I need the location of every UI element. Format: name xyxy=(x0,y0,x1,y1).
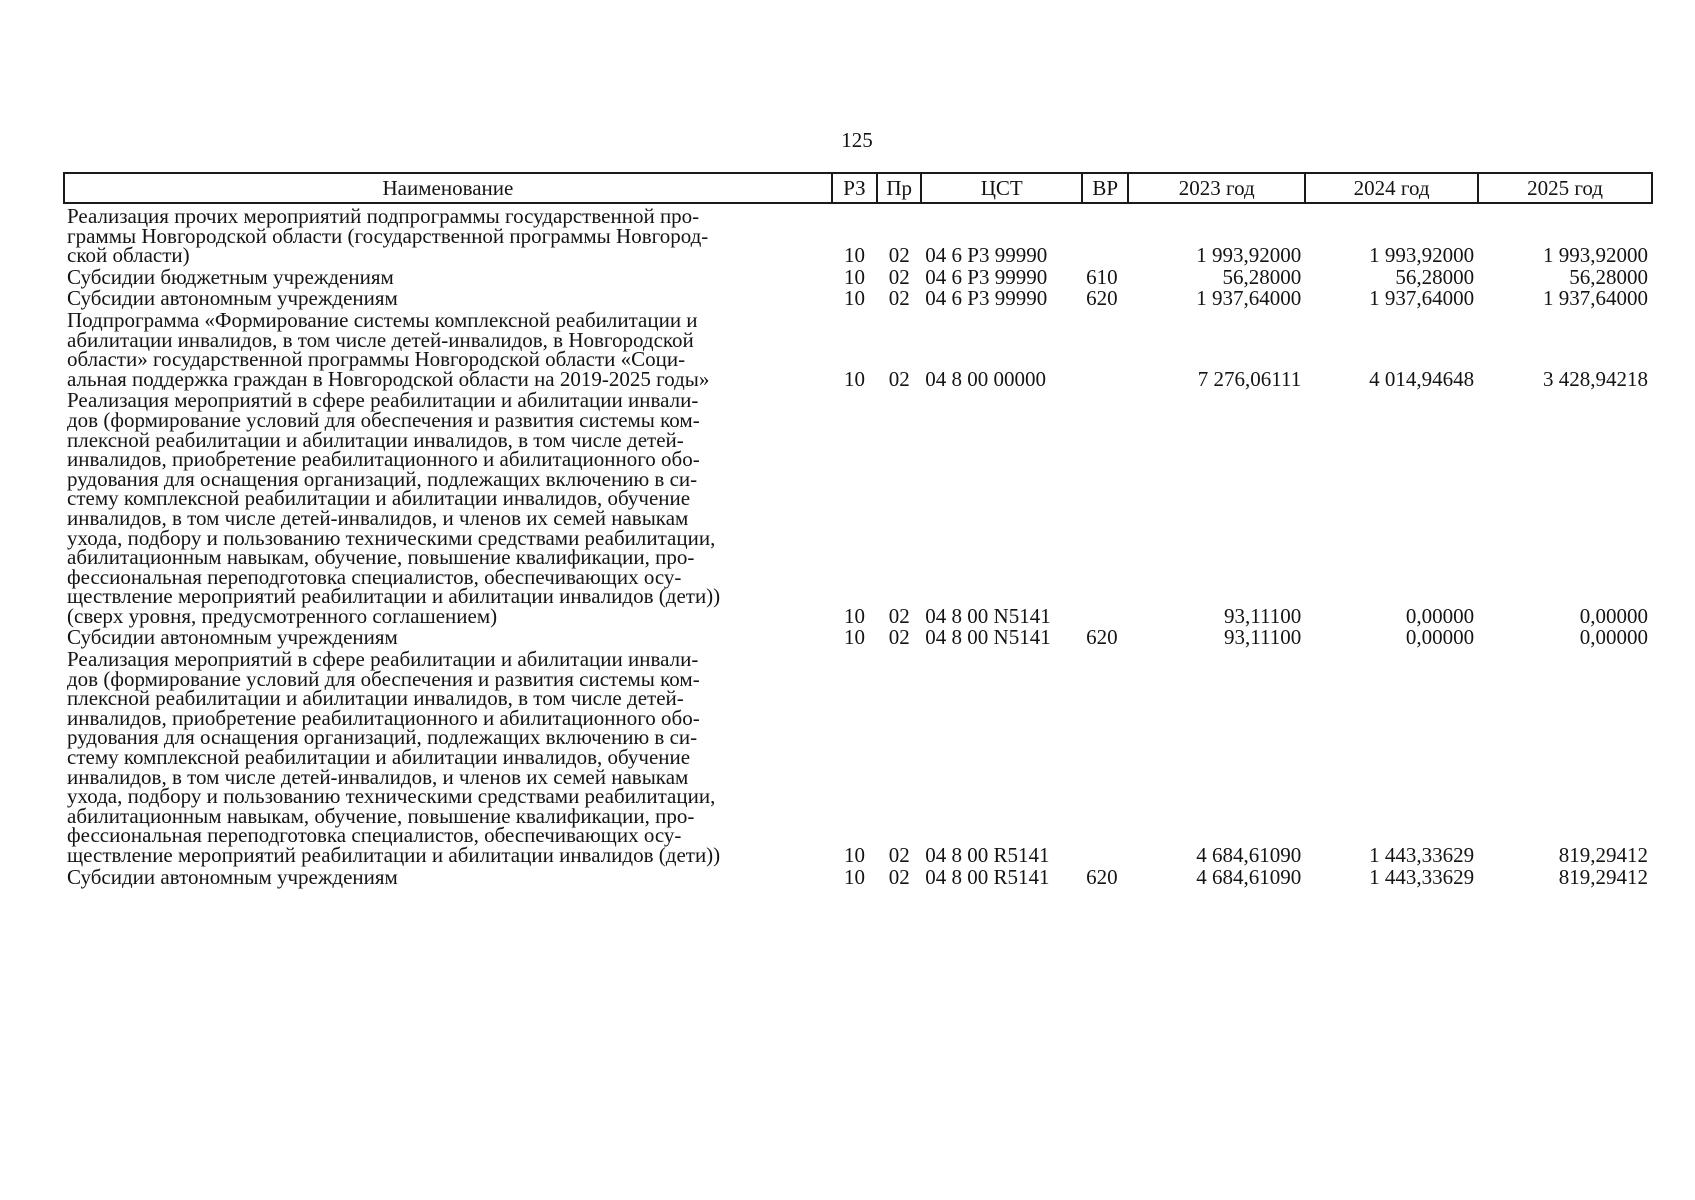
cell-vr: 610 xyxy=(1086,264,1118,289)
cell-cst: 04 8 00 R5141 xyxy=(925,843,1050,867)
cell-2023: 93,11100 xyxy=(1224,625,1302,650)
cell-rz: 10 xyxy=(843,603,865,628)
cell-2024: 4 014,94648 xyxy=(1369,366,1475,391)
name-line: Субсидии автономным учреждениям xyxy=(67,864,398,889)
cell-name xyxy=(64,866,832,888)
cell-2024: 1 443,33629 xyxy=(1369,843,1475,867)
table-row xyxy=(64,389,1652,626)
table-row xyxy=(64,287,1652,309)
cell-rz: 10 xyxy=(843,243,865,268)
cell-2023: 7 276,06111 xyxy=(1197,366,1302,391)
cell-vr xyxy=(1082,203,1128,266)
cell-rz: 10 xyxy=(843,286,865,311)
name-line: абилитационным навыкам, обучение, повышение квалификации, про- xyxy=(67,545,695,570)
name-line: инвалидов, в том числе детей-инвалидов, и членов их семей навыкам xyxy=(67,505,689,530)
name-line: инвалидов, приобретение реабилитационного и абилитационного обо- xyxy=(67,705,700,730)
name-line: фессиональная переподготовка специалистов, обеспечивающих осу- xyxy=(67,564,682,589)
table-row xyxy=(64,866,1652,888)
page-number: 125 xyxy=(841,128,873,152)
name-line: рудования для оснащения организаций, подлежащих включению в си- xyxy=(67,466,698,491)
cell-cst: 04 8 00 00000 xyxy=(925,366,1047,391)
cell-2023: 93,11100 xyxy=(1224,603,1302,628)
cell-2025: 56,28000 xyxy=(1569,264,1648,289)
name-line: области» государственной программы Новгородской области «Соци- xyxy=(67,347,686,372)
name-line: ухода, подбору и пользованию техническими средствами реабилитации, xyxy=(67,784,716,809)
name-line: плексной реабилитации и абилитации инвалидов, в том числе детей- xyxy=(67,686,684,711)
cell-pr: 02 xyxy=(888,864,910,889)
cell-cst: 04 8 00 N5141 xyxy=(925,625,1051,650)
cell-2024: 56,28000 xyxy=(1395,264,1475,289)
cell-pr: 02 xyxy=(888,625,910,650)
cell-2024: 1 937,64000 xyxy=(1369,286,1475,311)
cell-name xyxy=(64,626,832,648)
cell-2023: 4 684,61090 xyxy=(1196,864,1302,889)
name-line: альная поддержка граждан в Новгородской области на 2019-2025 годы» xyxy=(67,366,710,391)
cell-rz: 10 xyxy=(843,843,865,867)
header-name: Наименование xyxy=(64,173,832,203)
header-2025: 2025 год xyxy=(1478,173,1652,203)
name-line: дов (формирование условий для обеспечения и развития системы ком- xyxy=(67,407,700,432)
name-line: инвалидов, приобретение реабилитационного и абилитационного обо- xyxy=(67,447,700,472)
cell-cst: 04 8 00 R5141 xyxy=(925,864,1050,889)
table-row xyxy=(64,203,1652,266)
cell-cst: 04 8 00 N5141 xyxy=(925,603,1051,628)
name-line: дов (формирование условий для обеспечения и развития системы ком- xyxy=(67,666,700,691)
cell-vr xyxy=(1082,309,1128,389)
cell-2025: 819,29412 xyxy=(1558,864,1648,889)
cell-rz: 10 xyxy=(843,864,865,889)
name-line: Реализация мероприятий в сфере реабилитации и абилитации инвали- xyxy=(67,388,699,413)
name-line: Реализация мероприятий в сфере реабилитации и абилитации инвали- xyxy=(67,647,699,672)
name-line: Субсидии бюджетным учреждениям xyxy=(67,264,394,289)
cell-vr: 620 xyxy=(1086,864,1118,889)
cell-cst: 04 6 Р3 99990 xyxy=(925,243,1048,268)
cell-2024: 1 993,92000 xyxy=(1369,243,1475,268)
cell-2023: 4 684,61090 xyxy=(1196,843,1302,867)
table-header xyxy=(64,173,1652,203)
cell-2023: 1 937,64000 xyxy=(1196,286,1302,311)
cell-vr: 620 xyxy=(1086,625,1118,650)
table-row xyxy=(64,309,1652,389)
name-line: стему комплексной реабилитации и абилитации инвалидов, обучение xyxy=(67,486,691,511)
table-row xyxy=(64,626,1652,648)
cell-rz: 10 xyxy=(843,264,865,289)
cell-pr: 02 xyxy=(888,366,910,391)
name-line: фессиональная переподготовка специалистов, обеспечивающих осу- xyxy=(67,823,682,848)
header-2023: 2023 год xyxy=(1128,173,1305,203)
cell-2024: 1 443,33629 xyxy=(1369,864,1475,889)
header-rz: РЗ xyxy=(832,173,877,203)
name-line: плексной реабилитации и абилитации инвалидов, в том числе детей- xyxy=(67,427,684,452)
name-line: стему комплексной реабилитации и абилитации инвалидов, обучение xyxy=(67,745,691,770)
cell-2025: 1 993,92000 xyxy=(1543,243,1648,268)
cell-name xyxy=(64,287,832,309)
name-line: ществление мероприятий реабилитации и абилитации инвалидов (дети)) xyxy=(67,843,721,867)
header-cst: ЦСТ xyxy=(921,173,1082,203)
table-row xyxy=(64,648,1652,866)
cell-name xyxy=(64,389,832,626)
name-line: Субсидии автономным учреждениям xyxy=(67,625,398,650)
name-line: Подпрограмма «Формирование системы комплексной реабилитации и xyxy=(67,307,698,332)
cell-pr: 02 xyxy=(888,286,910,311)
header-row xyxy=(64,173,1652,203)
header-pr: Пр xyxy=(877,173,921,203)
cell-2025: 819,29412 xyxy=(1558,843,1648,867)
cell-name xyxy=(64,648,832,866)
name-line: ществление мероприятий реабилитации и абилитации инвалидов (дети)) xyxy=(67,584,721,609)
name-line: граммы Новгородской области (государственной программы Новгород- xyxy=(67,223,709,248)
cell-2025: 3 428,94218 xyxy=(1543,366,1648,391)
name-line: ухода, подбору и пользованию техническими средствами реабилитации, xyxy=(67,525,716,550)
table-row xyxy=(64,266,1652,288)
cell-2025: 0,00000 xyxy=(1579,603,1648,628)
cell-cst: 04 6 Р3 99990 xyxy=(925,286,1048,311)
cell-2024: 0,00000 xyxy=(1405,625,1475,650)
cell-2023: 1 993,92000 xyxy=(1196,243,1302,268)
cell-2023: 56,28000 xyxy=(1222,264,1302,289)
header-2024: 2024 год xyxy=(1305,173,1478,203)
name-line: абилитационным навыкам, обучение, повышение квалификации, про- xyxy=(67,803,695,828)
cell-rz: 10 xyxy=(843,366,865,391)
cell-pr: 02 xyxy=(888,243,910,268)
cell-vr xyxy=(1082,648,1128,866)
cell-2025: 1 937,64000 xyxy=(1543,286,1648,311)
cell-pr: 02 xyxy=(888,603,910,628)
header-vr: ВР xyxy=(1082,173,1128,203)
cell-cst: 04 6 Р3 99990 xyxy=(925,264,1048,289)
name-line: инвалидов, в том числе детей-инвалидов, и членов их семей навыкам xyxy=(67,764,689,789)
cell-2025: 0,00000 xyxy=(1579,625,1648,650)
cell-pr: 02 xyxy=(888,264,910,289)
cell-name xyxy=(64,309,832,389)
name-line: абилитации инвалидов, в том числе детей-инвалидов, в Новгородской xyxy=(67,327,694,352)
table-body xyxy=(64,203,1652,887)
name-line: рудования для оснащения организаций, подлежащих включению в си- xyxy=(67,725,698,750)
cell-name xyxy=(64,266,832,288)
cell-name xyxy=(64,203,832,266)
cell-vr: 620 xyxy=(1086,286,1118,311)
name-line: Субсидии автономным учреждениям xyxy=(67,286,398,311)
cell-rz: 10 xyxy=(843,625,865,650)
cell-pr: 02 xyxy=(888,843,910,867)
name-line: Реализация прочих мероприятий подпрограммы государственной про- xyxy=(67,204,700,228)
cell-2024: 0,00000 xyxy=(1405,603,1475,628)
name-line: (сверх уровня, предусмотренного соглашением) xyxy=(67,603,498,628)
budget-table xyxy=(63,172,1653,887)
cell-vr xyxy=(1082,389,1128,626)
name-line: ской области) xyxy=(67,243,190,268)
